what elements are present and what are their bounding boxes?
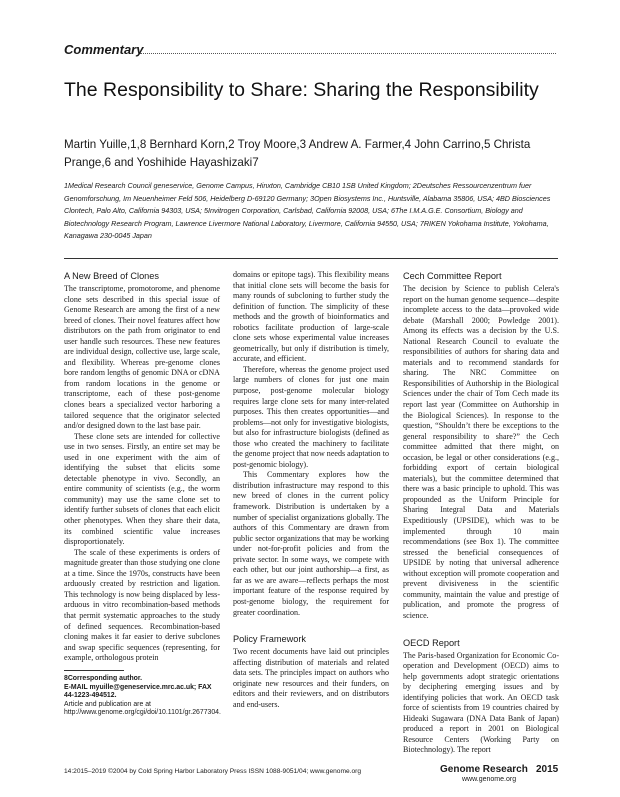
- author-list: Martin Yuille,1,8 Bernhard Korn,2 Troy Moore,3 Andrew A. Farmer,4 John Carrino,5 Christa Prange,6 and Yoshihide Hayashizaki7: [64, 138, 531, 169]
- article-title: The Responsibility to Share: Sharing the Responsibility: [64, 79, 539, 101]
- paragraph: The Paris-based Organization for Economic Co-operation and Development (OECD) aims to help governments adopt strategic orientations by deciphering emerging issues and by identifying policies that work. An OECD task force of scientists from 19 countries chaired by Hideaki Sugawara (DNA Data Bank of Japan) produced a report in 2001 on Biological Resource Centers (Working Party on Biotechnology). The report: [403, 650, 559, 755]
- section-heading: A New Breed of Clones: [64, 271, 159, 281]
- contact-email[interactable]: E-MAIL myuille@geneservice.mrc.ac.uk; FAX 44-1223-494512.: [64, 683, 212, 700]
- corresponding-author: 8Corresponding author.: [64, 675, 143, 682]
- divider: [64, 258, 558, 259]
- footer-copyright: 14:2015–2019 ©2004 by Cold Spring Harbor Laboratory Press ISSN 1088-9051/04; www.genome.org: [64, 768, 361, 775]
- paragraph: Two recent documents have laid out principles affecting distribution of materials and related data sets. The principles impact on authors who originate new resources and their funders, on editors and their reviewers, and on distributors and end-users.: [233, 647, 389, 709]
- paragraph: The scale of these experiments is orders of magnitude greater than those studying one clone at a time. Since the 1970s, constructs have been arduously created by restriction and ligation. This technology is now being displaced by less-arduous in vitro recombination-based methods that permit systematic approaches to the study of defined sequences. Recombination-based cloning makes it far easier to derive subclones and swap specific sequences (representing, for example, orthologous protein: [64, 547, 220, 663]
- paragraph: These clone sets are intended for collective use in two senses. Firstly, an entire set may be used in one experiment with the aim of identifying the subset that elicits some detectable phenotype in vivo. Secondly, an entire community of scientists (e.g., the worm community) may use the same clone set to identify further subsets of clones that each elicit other phenotypes. When they share their data, its combined scientific value increases disproportionately.: [64, 431, 220, 547]
- affiliations: 1Medical Research Council geneservice, Genome Campus, Hinxton, Cambridge CB10 1SB United Kingdom; 2Deutsches Ressourcenzentrum fuer Genomforschung, Im Neuenheimer Feld 506, Heidelberg D-69120 Germany; 3Open Biosystems Inc., Huntsville, Alabama 35806, USA; 4BD Biosciences Clontech, Palo Alto, California 94303, USA; 5Invitrogen Corporation, Carlsbad, California 92008, USA; 6The I.M.A.G.E. Consortium, Biology and Biotechnology Research Program, Lawrence Livermore National Laboratory, Livermore, California 94550, USA; 7RIKEN Yokohama Institute, Yokohama, Kanagawa 230-0045 Japan: [64, 181, 551, 240]
- section-heading: Cech Committee Report: [403, 271, 502, 281]
- paragraph: The decision by Science to publish Celera's report on the human genome sequence—despite incomplete access to the data—provoked wide debate (Marshall 2000; Powledge 2001). Among its effects was a decision by the U.S. National Research Council to evaluate the responsibilities of authors for sharing data and materials and to recommend standards for sharing. The NRC Committee on Responsibilities of Authorship in the Biological Sciences under the chair of Tom Cech made its report last year (Committee on Authorship in the Biological Sciences). In response to the question, “Shouldn’t there be exceptions to the general responsibility to share?” the Cech committee admitted that there might, on occasion, be legal or other considerations (e.g., forbidding export of certain biological materials), but the committee determined that there was a basic principle to uphold. This was propounded as the Uniform Principle for Sharing Integral Data and Materials Expeditiously (UPSIDE), which was to be implemented through 10 main recommendations (see Box 1). The committee stressed the beneficial consequences of UPSIDE by noting that universal adherence without exception will promote cooperation and prevent divisiveness in the scientific community, maintain the value and prestige of publication, and promote the progress of science.: [403, 284, 559, 620]
- header-rule: [140, 53, 556, 54]
- paragraph: domains or epitope tags). This flexibility means that initial clone sets will become the basis for many rounds of subcloning to further study the definition of function. The simplicity of these methods and the growth of bioinformatics and robotics facilitate production of large-scale clone sets whose experimental value increases geometrically, but only if distribution is timely, accurate, and efficient.: [233, 270, 389, 364]
- column-1: [64, 270, 220, 664]
- section-label: Commentary: [64, 42, 144, 57]
- journal-name: Genome Research: [440, 764, 528, 775]
- column-3: [403, 270, 559, 756]
- section-heading: Policy Framework: [233, 634, 307, 645]
- paragraph: Therefore, whereas the genome project used large numbers of clones for just one main purpose, post-genome molecular biology requires large clone sets for many inter-related purposes. This then creates opportunities—and problems—not only for investigative biologists, but also for infrastructure biologists (defined as those who created the machinery to facilitate the genome project that now needs adaptation to post-genomic biology).: [233, 364, 389, 469]
- footnote: [64, 675, 220, 718]
- column-2: [233, 270, 389, 710]
- footnote-rule: [64, 670, 124, 671]
- page-number: 2015: [536, 764, 559, 775]
- paragraph: The transcriptome, promotorome, and phenome clone sets described in this special issue of Genome Research are among the first of a new breed of clones. Their novel features affect how distributors on the path from originator to end user handle such resources. These new features are individual design, collective use, large scale, and flexibility. Whereas pre-genome clones bore random lengths of genomic DNA or cDNA from random locations in the genome or transcriptome, each of these post-genome clones bears a specialized vector harboring a tailored sequence that the originator selected and/or designed down to the last base pair.: [64, 284, 220, 431]
- section-heading: OECD Report: [403, 637, 460, 648]
- article-link[interactable]: Article and publication are at http://www.genome.org/cgi/doi/10.1101/gr.2677304.: [64, 700, 221, 717]
- paragraph: This Commentary explores how the distribution infrastructure may respond to this new breed of clones in the current policy framework. Distribution is undertaken by a number of specialist organizations globally. The authors of this Commentary are drawn from public sector organizations that may be working under not-for-profit policies and from the private sector. In some ways, we compete with each other, but our joint authorship—a first, as far as we are aware—reflects perhaps the most important feature of the response required by post-genome biology, the requirement for greater coordination.: [233, 470, 389, 617]
- journal-url[interactable]: www.genome.org: [462, 776, 517, 783]
